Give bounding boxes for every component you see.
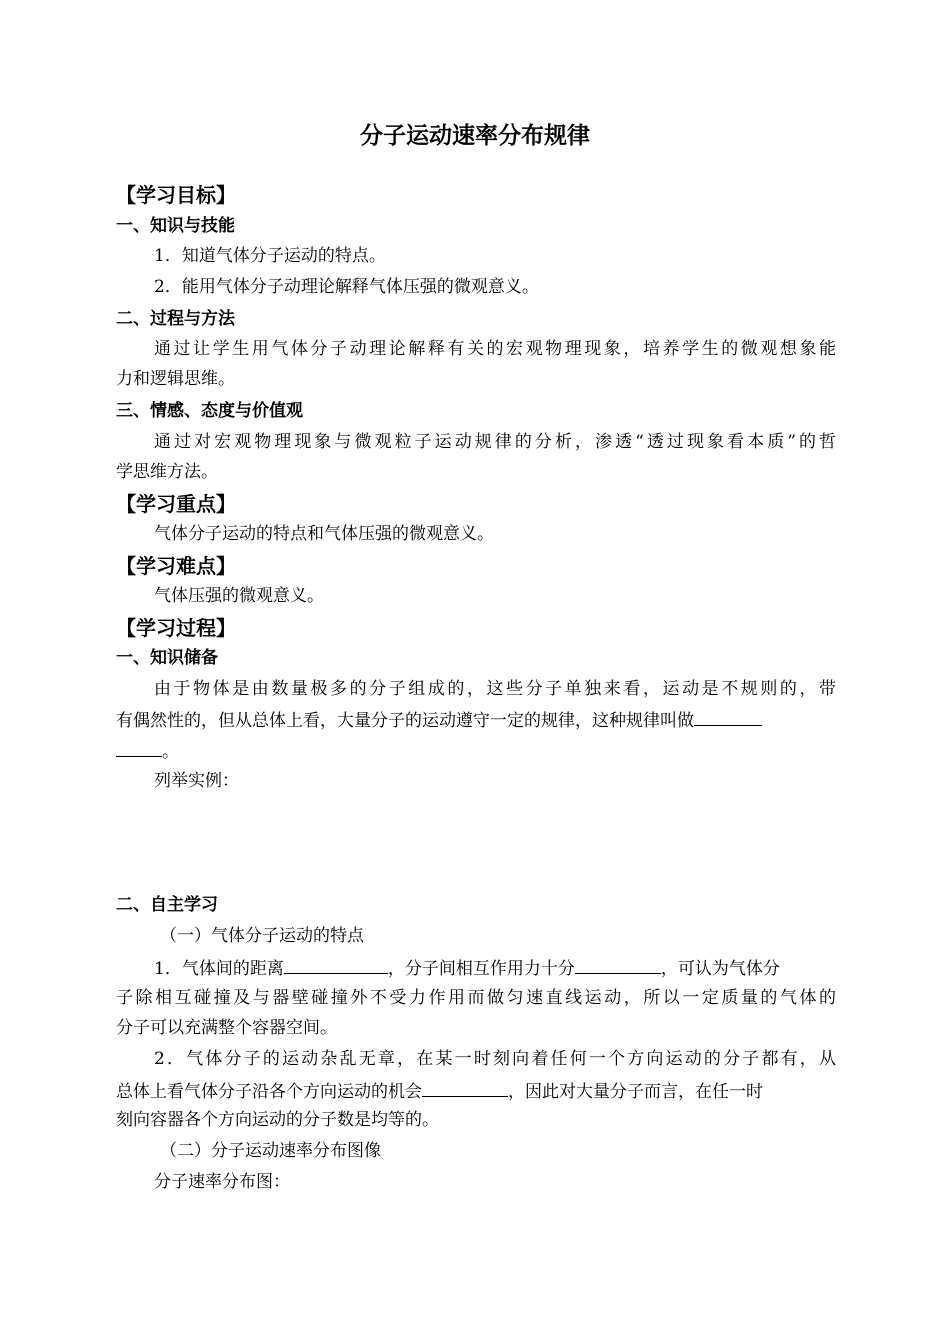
- speed-distribution-chart-label: 分子速率分布图：: [154, 1172, 290, 1192]
- knowledge-skills-title: 一、知识与技能: [116, 216, 235, 236]
- key-points-text: 气体分子运动的特点和气体压强的微观意义。: [154, 524, 494, 544]
- knowledge-reserve-line-2-text: 有偶然性的，但从总体上看，大量分子的运动遵守一定的规律，这种规律叫做: [116, 711, 694, 731]
- feature-2-text-b: ，因此对大量分子而言，在任一时: [508, 1082, 763, 1102]
- difficulty-text: 气体压强的微观意义。: [154, 586, 324, 606]
- self-study-title: 二、自主学习: [116, 895, 218, 915]
- feature-1-line-1: [154, 957, 836, 979]
- feature-1-line-2: 子除相互碰撞及与器壁碰撞外不受力作用而做匀速直线运动，所以一定质量的气体的: [116, 988, 836, 1008]
- knowledge-reserve-title: 一、知识储备: [116, 648, 218, 668]
- document-title: 分子运动速率分布规律: [360, 123, 590, 149]
- feature-2-line-2: [116, 1080, 836, 1102]
- feature-1-line-3: 分子可以充满整个容器空间。: [116, 1018, 337, 1038]
- knowledge-reserve-line-3: [116, 740, 836, 762]
- feature-1-text-b: ，分子间相互作用力十分: [387, 959, 575, 979]
- process-method-line-2: 力和逻辑思维。: [116, 369, 235, 389]
- process-method-line-1: 通过让学生用气体分子动理论解释有关的宏观物理现象，培养学生的微观想象能: [154, 339, 836, 359]
- knowledge-reserve-line-2: [116, 709, 836, 731]
- key-points-heading: 【学习重点】: [116, 492, 236, 516]
- learning-process-heading: 【学习过程】: [116, 616, 236, 640]
- goal-item-1: 1．知道气体分子运动的特点。: [154, 246, 386, 266]
- feature-1-text-a: 1．气体间的距离: [154, 959, 284, 979]
- gas-motion-subheading: （一）气体分子运动的特点: [160, 926, 364, 946]
- distance-answer-blank[interactable]: [284, 957, 388, 974]
- knowledge-reserve-line-3-end: 。: [162, 742, 179, 762]
- emotion-values-title: 三、情感、态度与价值观: [116, 401, 303, 421]
- chance-answer-blank[interactable]: [422, 1080, 508, 1097]
- feature-2-line-3: 刻向容器各个方向运动的分子数是均等的。: [116, 1110, 439, 1130]
- force-answer-blank[interactable]: [575, 957, 661, 974]
- emotion-values-line-2: 学思维方法。: [116, 462, 218, 482]
- learning-goals-heading: 【学习目标】: [116, 183, 236, 207]
- difficulty-heading: 【学习难点】: [116, 554, 236, 578]
- knowledge-reserve-line-1: 由于物体是由数量极多的分子组成的，这些分子单独来看，运动是不规则的，带: [154, 679, 836, 699]
- feature-1-text-c: ，可认为气体分: [660, 959, 780, 979]
- answer-blank[interactable]: [116, 740, 162, 757]
- example-label: 列举实例：: [154, 771, 239, 791]
- feature-2-text-a: 总体上看气体分子沿各个方向运动的机会: [116, 1082, 422, 1102]
- process-method-title: 二、过程与方法: [116, 309, 235, 329]
- feature-2-line-1: 2．气体分子的运动杂乱无章，在某一时刻向着任何一个方向运动的分子都有，从: [154, 1049, 836, 1069]
- goal-item-2: 2．能用气体分子动理论解释气体压强的微观意义。: [154, 277, 539, 297]
- speed-distribution-subheading: （二）分子运动速率分布图像: [160, 1141, 381, 1161]
- emotion-values-line-1: 通过对宏观物理现象与微观粒子运动规律的分析，渗透“透过现象看本质”的哲: [154, 432, 836, 452]
- answer-blank[interactable]: [694, 709, 762, 726]
